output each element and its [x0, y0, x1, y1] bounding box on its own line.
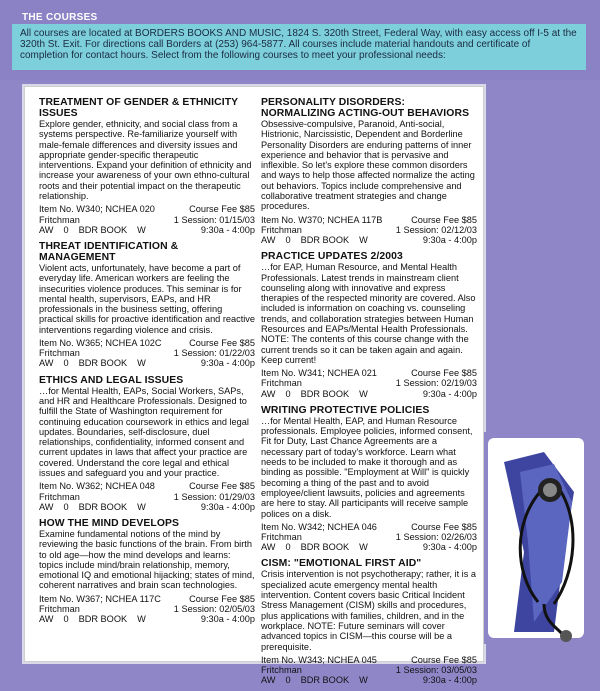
course-entry	[261, 251, 477, 399]
session-time: 9:30a - 4:00p	[200, 358, 255, 369]
course-fee: Course Fee $85	[411, 214, 477, 225]
session-time: 9:30a - 4:00p	[422, 235, 477, 246]
zero-code: 0	[285, 388, 291, 399]
aw-code: AW	[39, 224, 54, 235]
location: BDR BOOK	[78, 614, 128, 625]
course-description: …for Mental Health, EAPs, Social Workers, SAPs, and HR and Healthcare Professionals. Designed to fulfill the State of Washington requirement for continuing education coursework in ethics and legal updates. Boundaries, self-disclosure, duel relationships, confidentiality, informed consent and current updates in laws that affect your practice are covered. Understand the core legal and ethical issues and safeguard you and your practice.	[39, 385, 249, 479]
course-entry	[39, 518, 255, 624]
item-number: Item No. W340; NCHEA 020	[39, 204, 155, 215]
course-meta	[261, 655, 477, 686]
session-date: 1 Session: 01/22/03	[173, 348, 255, 359]
instructor: Fritchman	[39, 603, 80, 614]
item-number: Item No. W365; NCHEA 102C	[39, 338, 162, 349]
course-entry	[261, 405, 477, 553]
intro-text: All courses are located at BORDERS BOOKS AND MUSIC, 1824 S. 320th Street, Federal Way, with easy access off I-5 at the 320th St. Exit. For directions call Borders at (253) 964-5877. All courses include material handouts and certificate of completion for contact hours. Select from the following courses to meet your professional needs:	[12, 24, 586, 70]
zero-code: 0	[63, 614, 69, 625]
instructor: Fritchman	[39, 214, 80, 225]
session-date: 1 Session: 01/15/03	[173, 214, 255, 225]
right-column	[261, 97, 477, 691]
course-fee: Course Fee $85	[189, 204, 255, 215]
course-description: …for Mental Health, EAP, and Human Resource professionals. Employee policies, informed consent, Fit for Duty, Last Chance Agreements are a necessary part of today's workforce. Learn what needs to be included to make it thorough and as binding as possible. "Employment at Will" is quickly becoming a thing of the past and to avoid employee/client lawsuits, policies and agreements are here to stay. All participants will receive sample polices on a disk.	[261, 415, 473, 519]
aw-code: AW	[261, 235, 276, 246]
course-meta	[261, 522, 477, 553]
session-time: 9:30a - 4:00p	[422, 388, 477, 399]
course-title: CISM: "EMOTIONAL FIRST AID"	[261, 558, 422, 570]
course-description: Examine fundamental notions of the mind by reviewing the basic functions of the brain. From birth to old age—how the mind develops and learns: topics include mind/brain relationship, memory, emotional IQ and emotional hijacking; states of mind, coherent narratives and brain scan technologies.	[39, 528, 255, 591]
day: W	[359, 675, 368, 686]
instructor: Fritchman	[261, 532, 302, 543]
course-title: HOW THE MIND DEVELOPS	[39, 517, 180, 529]
aw-code: AW	[39, 358, 54, 369]
zero-code: 0	[285, 235, 291, 246]
zero-code: 0	[63, 224, 69, 235]
course-description: Crisis intervention is not psychotherapy; rather, it is a specialized acute emergency mental health intervention. Content covers basic Critical Incident Stress Management (CISM) skills and procedures, plus applications with families, children, and in the workplace. NOTE: Future seminars will cover advanced topics in CISM—this course will be a prerequisite.	[261, 569, 476, 652]
location: BDR BOOK	[300, 388, 350, 399]
instructor: Fritchman	[261, 378, 302, 389]
course-listing	[24, 86, 484, 686]
session-date: 1 Session: 02/26/03	[395, 532, 477, 543]
session-date: 1 Session: 03/05/03	[395, 665, 477, 676]
day: W	[137, 358, 146, 369]
day: W	[359, 235, 368, 246]
day: W	[137, 614, 146, 625]
course-fee: Course Fee $85	[411, 521, 477, 532]
instructor: Fritchman	[39, 491, 80, 502]
course-description: Explore gender, ethnicity, and social class from a systems perspective. Re-familiarize yourself with male-female differences and diversity issues and appropriate gender-specific therapeutic interventions. Expand your definition of ethnicity and increase your awareness of your own ethno-cultural roots and their potential impact on the therapeutic relationship.	[39, 119, 252, 202]
day: W	[137, 501, 146, 512]
session-date: 1 Session: 02/05/03	[173, 603, 255, 614]
location: BDR BOOK	[78, 358, 128, 369]
session-time: 9:30a - 4:00p	[422, 542, 477, 553]
location: BDR BOOK	[300, 542, 350, 553]
session-time: 9:30a - 4:00p	[200, 614, 255, 625]
course-fee: Course Fee $85	[189, 481, 255, 492]
instructor: Fritchman	[261, 224, 302, 235]
aw-code: AW	[261, 542, 276, 553]
stethoscope-icon	[484, 432, 588, 644]
item-number: Item No. W341; NCHEA 021	[261, 368, 377, 379]
course-title: ETHICS AND LEGAL ISSUES	[39, 374, 184, 386]
course-title: TREATMENT OF GENDER & ETHNICITY ISSUES	[39, 97, 238, 119]
course-fee: Course Fee $85	[411, 654, 477, 665]
item-number: Item No. W362; NCHEA 048	[39, 481, 155, 492]
item-number: Item No. W342; NCHEA 046	[261, 521, 377, 532]
course-description: Violent acts, unfortunately, have become a part of everyday life. American workers are feeling the insecurities violence produces. This seminar is for mental health, supervisors, EAPs, and HR professionals in the business setting, offering practical skills for proactive identification and reactive interventions regarding violence and crisis.	[39, 262, 256, 335]
zero-code: 0	[285, 542, 291, 553]
course-meta	[39, 204, 255, 235]
day: W	[359, 388, 368, 399]
session-date: 1 Session: 02/19/03	[395, 378, 477, 389]
instructor: Fritchman	[261, 665, 302, 676]
zero-code: 0	[63, 358, 69, 369]
aw-code: AW	[261, 388, 276, 399]
item-number: Item No. W370; NCHEA 117B	[261, 214, 383, 225]
course-entry	[39, 375, 255, 512]
instructor: Fritchman	[39, 348, 80, 359]
session-time: 9:30a - 4:00p	[422, 675, 477, 686]
day: W	[137, 224, 146, 235]
course-title: THREAT IDENTIFICATION & MANAGEMENT	[39, 240, 179, 263]
session-date: 1 Session: 01/29/03	[173, 491, 255, 502]
course-meta	[261, 215, 477, 246]
course-description: …for EAP, Human Resource, and Mental Health Professionals. Latest trends in mainstream client counseling along with innovative and express therapies of the respected minority are covered. Also included is information on coaching vs. counseling trends, and collaboration strategies between Human Resources and EAPs/Mental Health Professionals. NOTE: The contents of this course change with the current trends so it can be taken again and again. Keep current!	[261, 262, 476, 365]
item-number: Item No. W343; NCHEA 045	[261, 654, 377, 665]
course-title: PRACTICE UPDATES 2/2003	[261, 251, 403, 263]
course-fee: Course Fee $85	[189, 593, 255, 604]
zero-code: 0	[285, 675, 291, 686]
course-entry	[39, 97, 255, 235]
session-time: 9:30a - 4:00p	[200, 501, 255, 512]
course-entry	[261, 97, 477, 245]
course-meta	[39, 481, 255, 512]
course-fee: Course Fee $85	[411, 368, 477, 379]
location: BDR BOOK	[78, 501, 128, 512]
location: BDR BOOK	[300, 675, 350, 686]
course-fee: Course Fee $85	[189, 338, 255, 349]
section-title: THE COURSES	[22, 12, 98, 23]
course-title: WRITING PROTECTIVE POLICIES	[261, 404, 430, 416]
aw-code: AW	[39, 501, 54, 512]
aw-code: AW	[261, 675, 276, 686]
course-meta	[261, 368, 477, 399]
course-meta	[39, 338, 255, 369]
course-meta	[39, 594, 255, 625]
location: BDR BOOK	[78, 224, 128, 235]
item-number: Item No. W367; NCHEA 117C	[39, 593, 161, 604]
course-entry	[39, 241, 255, 369]
location: BDR BOOK	[300, 235, 350, 246]
session-date: 1 Session: 02/12/03	[395, 224, 477, 235]
day: W	[359, 542, 368, 553]
zero-code: 0	[63, 501, 69, 512]
aw-code: AW	[39, 614, 54, 625]
course-title: PERSONALITY DISORDERS: NORMALIZING ACTING-OUT BEHAVIORS	[261, 97, 470, 119]
session-time: 9:30a - 4:00p	[200, 224, 255, 235]
course-description: Obsessive-compulsive, Paranoid, Anti-social, Histrionic, Narcissistic, Dependent and Borderline Personality Disorders are enduring patterns of inner experience and behavior that is pervasive and inflexible. So let's explore these common disorders and ways to help those affected normalize the acting out behaviors. Topics include comprehensive and collaborative treatment strategies and change procedures.	[261, 119, 475, 212]
course-entry	[261, 558, 477, 685]
left-column	[39, 97, 255, 630]
